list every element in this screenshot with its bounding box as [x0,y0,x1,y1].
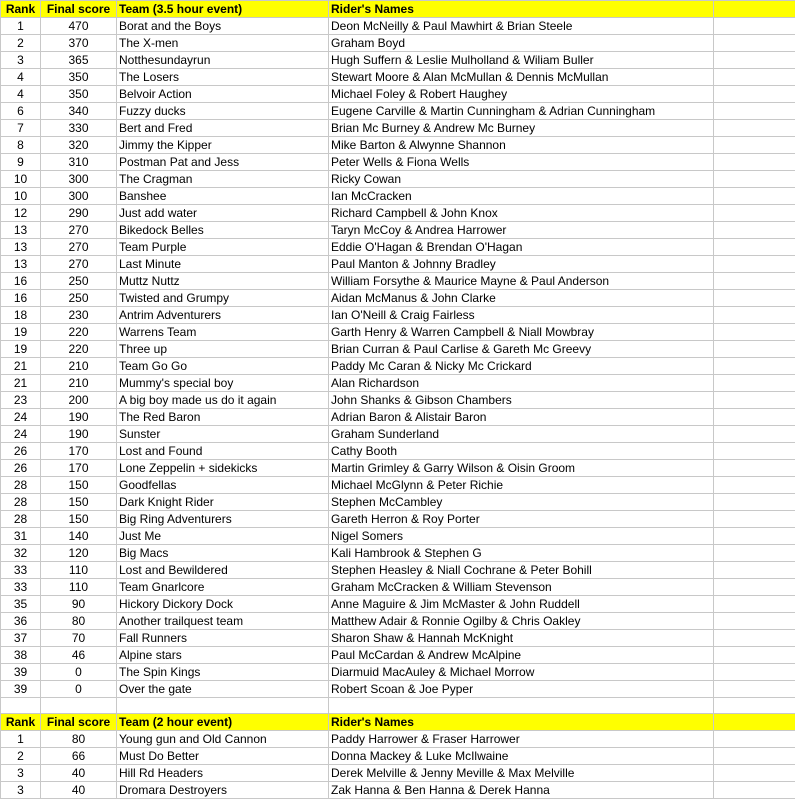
event1-table-row [1,205,795,222]
event1-table-row [1,647,795,664]
team-cell[interactable]: Hill Rd Headers [117,765,329,782]
empty-cell[interactable] [714,647,795,664]
riders-cell[interactable]: Matthew Adair & Ronnie Ogilby & Chris Oakley [329,613,714,630]
team-cell[interactable]: Team Go Go [117,358,329,375]
rank-cell[interactable]: 13 [1,222,41,239]
event1-table-row [1,69,795,86]
team-cell[interactable]: The X-men [117,35,329,52]
event1-table-row [1,511,795,528]
team-cell[interactable]: The Losers [117,69,329,86]
event1-table-row [1,613,795,630]
team-cell[interactable]: Team Purple [117,239,329,256]
score-cell[interactable]: 170 [41,460,117,477]
empty-cell[interactable] [714,52,795,69]
riders-cell[interactable]: Gareth Herron & Roy Porter [329,511,714,528]
team-cell[interactable]: The Spin Kings [117,664,329,681]
empty-cell[interactable] [714,18,795,35]
event1-table-row [1,579,795,596]
empty-cell[interactable] [714,443,795,460]
empty-cell[interactable] [41,698,117,714]
empty-cell[interactable] [714,273,795,290]
empty-cell[interactable] [714,731,795,748]
score-cell[interactable]: 365 [41,52,117,69]
score-cell[interactable]: 150 [41,477,117,494]
score-cell[interactable]: 0 [41,664,117,681]
score-cell[interactable]: 470 [41,18,117,35]
riders-cell[interactable]: Stephen Heasley & Niall Cochrane & Peter Bohill [329,562,714,579]
event1-table-row [1,52,795,69]
team-cell[interactable]: Mummy's special boy [117,375,329,392]
riders-cell[interactable]: Taryn McCoy & Andrea Harrower [329,222,714,239]
team-cell[interactable]: Team Gnarlcore [117,579,329,596]
event1-table-row [1,222,795,239]
rank-cell[interactable]: 3 [1,52,41,69]
riders-cell[interactable]: Hugh Suffern & Leslie Mulholland & Wiliam Buller [329,52,714,69]
event1-table-row [1,409,795,426]
rank-cell[interactable]: 26 [1,443,41,460]
riders-header[interactable]: Rider's Names [329,714,714,731]
team-header[interactable]: Team (3.5 hour event) [117,1,329,18]
score-cell[interactable]: 350 [41,86,117,103]
event1-table-row [1,137,795,154]
rank-cell[interactable]: 39 [1,664,41,681]
empty-cell[interactable] [714,86,795,103]
rank-cell[interactable]: 21 [1,358,41,375]
empty-cell[interactable] [714,782,795,799]
rank-cell[interactable]: 2 [1,35,41,52]
event1-header-row [1,1,795,18]
team-cell[interactable]: Muttz Nuttz [117,273,329,290]
riders-cell[interactable]: Sharon Shaw & Hannah McKnight [329,630,714,647]
team-cell[interactable]: A big boy made us do it again [117,392,329,409]
score-cell[interactable]: 150 [41,494,117,511]
riders-cell[interactable]: Martin Grimley & Garry Wilson & Oisin Groom [329,460,714,477]
riders-cell[interactable]: Derek Melville & Jenny Meville & Max Melville [329,765,714,782]
rank-cell[interactable]: 38 [1,647,41,664]
team-cell[interactable]: Belvoir Action [117,86,329,103]
riders-cell[interactable]: Aidan McManus & John Clarke [329,290,714,307]
rank-cell[interactable]: 9 [1,154,41,171]
rank-cell[interactable]: 39 [1,681,41,698]
empty-cell[interactable] [714,698,795,714]
empty-cell[interactable] [714,630,795,647]
riders-cell[interactable]: Paddy Harrower & Fraser Harrower [329,731,714,748]
score-cell[interactable]: 120 [41,545,117,562]
score-cell[interactable]: 300 [41,188,117,205]
rank-cell[interactable]: 1 [1,731,41,748]
rank-cell[interactable]: 10 [1,171,41,188]
riders-cell[interactable]: Kali Hambrook & Stephen G [329,545,714,562]
rank-cell[interactable]: 28 [1,477,41,494]
event1-table-row [1,494,795,511]
empty-cell[interactable] [714,477,795,494]
score-cell[interactable]: 220 [41,324,117,341]
score-cell[interactable]: 270 [41,222,117,239]
empty-cell[interactable] [714,528,795,545]
rank-cell[interactable]: 19 [1,324,41,341]
event2-table-row [1,765,795,782]
event1-table-row [1,443,795,460]
team-cell[interactable]: Goodfellas [117,477,329,494]
riders-cell[interactable]: Graham McCracken & William Stevenson [329,579,714,596]
empty-cell[interactable] [714,562,795,579]
score-cell[interactable]: 40 [41,765,117,782]
event1-table-row [1,239,795,256]
score-cell[interactable]: 40 [41,782,117,799]
score-header[interactable]: Final score [41,714,117,731]
score-cell[interactable]: 210 [41,358,117,375]
event2-table-row [1,731,795,748]
team-cell[interactable]: Banshee [117,188,329,205]
score-cell[interactable]: 110 [41,579,117,596]
event1-table-row [1,171,795,188]
event1-table-row [1,18,795,35]
score-cell[interactable]: 46 [41,647,117,664]
empty-cell[interactable] [714,137,795,154]
riders-cell[interactable]: Mike Barton & Alwynne Shannon [329,137,714,154]
rank-cell[interactable]: 2 [1,748,41,765]
event1-table-row [1,103,795,120]
event1-table-row [1,307,795,324]
team-cell[interactable]: Notthesundayrun [117,52,329,69]
empty-cell[interactable] [714,460,795,477]
team-cell[interactable]: Big Macs [117,545,329,562]
rank-cell[interactable]: 10 [1,188,41,205]
rank-header[interactable]: Rank [1,714,41,731]
empty-cell[interactable] [714,358,795,375]
team-cell[interactable]: Sunster [117,426,329,443]
empty-cell[interactable] [714,494,795,511]
riders-cell[interactable]: Eddie O'Hagan & Brendan O'Hagan [329,239,714,256]
empty-cell[interactable] [714,409,795,426]
riders-cell[interactable]: John Shanks & Gibson Chambers [329,392,714,409]
score-cell[interactable]: 150 [41,511,117,528]
score-header[interactable]: Final score [41,1,117,18]
empty-cell[interactable] [714,681,795,698]
score-cell[interactable]: 210 [41,375,117,392]
empty-cell[interactable] [714,205,795,222]
event1-table-row [1,120,795,137]
event1-table-row [1,154,795,171]
team-cell[interactable]: Alpine stars [117,647,329,664]
score-cell[interactable]: 370 [41,35,117,52]
riders-cell[interactable]: Stewart Moore & Alan McMullan & Dennis McMullan [329,69,714,86]
score-cell[interactable]: 170 [41,443,117,460]
riders-cell[interactable]: Diarmuid MacAuley & Michael Morrow [329,664,714,681]
rank-cell[interactable]: 36 [1,613,41,630]
team-cell[interactable]: Three up [117,341,329,358]
empty-cell[interactable] [117,698,329,714]
riders-cell[interactable]: Donna Mackey & Luke McIlwaine [329,748,714,765]
empty-cell[interactable] [714,324,795,341]
empty-cell[interactable] [714,69,795,86]
empty-cell[interactable] [1,698,41,714]
event1-table-row [1,256,795,273]
riders-cell[interactable]: Nigel Somers [329,528,714,545]
empty-cell[interactable] [714,765,795,782]
riders-cell[interactable]: Ian McCracken [329,188,714,205]
empty-cell[interactable] [714,714,795,731]
riders-cell[interactable]: Graham Sunderland [329,426,714,443]
riders-cell[interactable]: Graham Boyd [329,35,714,52]
team-cell[interactable]: Lost and Found [117,443,329,460]
score-cell[interactable]: 350 [41,69,117,86]
event1-table-row [1,545,795,562]
rank-cell[interactable]: 24 [1,426,41,443]
score-cell[interactable]: 320 [41,137,117,154]
riders-cell[interactable]: Alan Richardson [329,375,714,392]
score-cell[interactable]: 110 [41,562,117,579]
score-cell[interactable]: 0 [41,681,117,698]
riders-cell[interactable]: Paul Manton & Johnny Bradley [329,256,714,273]
team-cell[interactable]: The Red Baron [117,409,329,426]
riders-cell[interactable]: Robert Scoan & Joe Pyper [329,681,714,698]
score-cell[interactable]: 300 [41,171,117,188]
event1-table-row [1,664,795,681]
rank-cell[interactable]: 19 [1,341,41,358]
rank-cell[interactable]: 13 [1,256,41,273]
riders-cell[interactable]: Anne Maguire & Jim McMaster & John Ruddell [329,596,714,613]
empty-cell[interactable] [714,613,795,630]
rank-cell[interactable]: 26 [1,460,41,477]
rank-cell[interactable]: 18 [1,307,41,324]
score-cell[interactable]: 270 [41,239,117,256]
rank-cell[interactable]: 1 [1,18,41,35]
empty-cell[interactable] [714,222,795,239]
team-cell[interactable]: Postman Pat and Jess [117,154,329,171]
empty-cell[interactable] [714,375,795,392]
rank-cell[interactable]: 31 [1,528,41,545]
event1-table-row [1,426,795,443]
team-cell[interactable]: Young gun and Old Cannon [117,731,329,748]
event1-table-row [1,630,795,647]
rank-cell[interactable]: 3 [1,782,41,799]
empty-cell[interactable] [714,188,795,205]
team-cell[interactable]: Just Me [117,528,329,545]
score-cell[interactable]: 200 [41,392,117,409]
riders-cell[interactable]: Peter Wells & Fiona Wells [329,154,714,171]
riders-cell[interactable]: Michael McGlynn & Peter Richie [329,477,714,494]
score-cell[interactable]: 140 [41,528,117,545]
rank-cell[interactable]: 28 [1,511,41,528]
rank-cell[interactable]: 7 [1,120,41,137]
riders-cell[interactable]: Richard Campbell & John Knox [329,205,714,222]
riders-header[interactable]: Rider's Names [329,1,714,18]
empty-cell[interactable] [714,596,795,613]
event1-table-row [1,681,795,698]
results-table-body [1,1,795,799]
riders-cell[interactable]: Michael Foley & Robert Haughey [329,86,714,103]
team-cell[interactable]: Bikedock Belles [117,222,329,239]
riders-cell[interactable]: Eugene Carville & Martin Cunningham & Adrian Cunningham [329,103,714,120]
event2-header-row [1,714,795,731]
empty-cell[interactable] [714,290,795,307]
riders-cell[interactable]: Deon McNeilly & Paul Mawhirt & Brian Steele [329,18,714,35]
event1-table-row [1,35,795,52]
score-cell[interactable]: 80 [41,613,117,630]
score-cell[interactable]: 190 [41,426,117,443]
team-cell[interactable]: Just add water [117,205,329,222]
event1-table-row [1,86,795,103]
empty-cell[interactable] [714,154,795,171]
score-cell[interactable]: 66 [41,748,117,765]
score-cell[interactable]: 250 [41,290,117,307]
rank-cell[interactable]: 21 [1,375,41,392]
rank-cell[interactable]: 16 [1,290,41,307]
score-cell[interactable]: 80 [41,731,117,748]
team-cell[interactable]: Big Ring Adventurers [117,511,329,528]
empty-cell[interactable] [714,341,795,358]
event1-table-row [1,324,795,341]
empty-cell[interactable] [714,1,795,18]
empty-cell[interactable] [714,579,795,596]
riders-cell[interactable]: Paul McCardan & Andrew McAlpine [329,647,714,664]
score-cell[interactable]: 70 [41,630,117,647]
riders-cell[interactable]: William Forsythe & Maurice Mayne & Paul Anderson [329,273,714,290]
rank-cell[interactable]: 23 [1,392,41,409]
rank-cell[interactable]: 4 [1,69,41,86]
riders-cell[interactable]: Adrian Baron & Alistair Baron [329,409,714,426]
team-cell[interactable]: Fall Runners [117,630,329,647]
rank-cell[interactable]: 3 [1,765,41,782]
rank-cell[interactable]: 35 [1,596,41,613]
score-cell[interactable]: 90 [41,596,117,613]
rank-cell[interactable]: 13 [1,239,41,256]
event1-table-row [1,375,795,392]
rank-header[interactable]: Rank [1,1,41,18]
score-cell[interactable]: 290 [41,205,117,222]
event1-table-row [1,341,795,358]
team-header[interactable]: Team (2 hour event) [117,714,329,731]
riders-cell[interactable]: Brian Mc Burney & Andrew Mc Burney [329,120,714,137]
riders-cell[interactable]: Paddy Mc Caran & Nicky Mc Crickard [329,358,714,375]
empty-cell[interactable] [714,256,795,273]
team-cell[interactable]: Dark Knight Rider [117,494,329,511]
team-cell[interactable]: Fuzzy ducks [117,103,329,120]
rank-cell[interactable]: 16 [1,273,41,290]
event1-table-row [1,188,795,205]
empty-cell[interactable] [714,35,795,52]
rank-cell[interactable]: 33 [1,579,41,596]
team-cell[interactable]: Last Minute [117,256,329,273]
riders-cell[interactable]: Ian O'Neill & Craig Fairless [329,307,714,324]
rank-cell[interactable]: 4 [1,86,41,103]
event1-table-row [1,528,795,545]
team-cell[interactable]: Hickory Dickory Dock [117,596,329,613]
event1-table-row [1,477,795,494]
team-cell[interactable]: Warrens Team [117,324,329,341]
event2-table-row [1,748,795,765]
team-cell[interactable]: The Cragman [117,171,329,188]
empty-cell[interactable] [714,748,795,765]
event1-table-row [1,273,795,290]
blank-row [1,698,795,714]
empty-cell[interactable] [714,239,795,256]
empty-cell[interactable] [714,545,795,562]
event1-table-row [1,290,795,307]
rank-cell[interactable]: 28 [1,494,41,511]
score-cell[interactable]: 220 [41,341,117,358]
empty-cell[interactable] [714,511,795,528]
team-cell[interactable]: Over the gate [117,681,329,698]
rank-cell[interactable]: 8 [1,137,41,154]
rank-cell[interactable]: 37 [1,630,41,647]
event1-table-row [1,562,795,579]
empty-cell[interactable] [714,103,795,120]
riders-cell[interactable]: Zak Hanna & Ben Hanna & Derek Hanna [329,782,714,799]
event1-table-row [1,596,795,613]
rank-cell[interactable]: 24 [1,409,41,426]
score-cell[interactable]: 270 [41,256,117,273]
event2-table-row [1,782,795,799]
empty-cell[interactable] [714,392,795,409]
empty-cell[interactable] [714,307,795,324]
riders-cell[interactable]: Garth Henry & Warren Campbell & Niall Mowbray [329,324,714,341]
rank-cell[interactable]: 6 [1,103,41,120]
team-cell[interactable]: Jimmy the Kipper [117,137,329,154]
event1-table-row [1,460,795,477]
empty-cell[interactable] [714,171,795,188]
rank-cell[interactable]: 32 [1,545,41,562]
score-cell[interactable]: 330 [41,120,117,137]
score-cell[interactable]: 190 [41,409,117,426]
team-cell[interactable]: Lone Zeppelin + sidekicks [117,460,329,477]
team-cell[interactable]: Lost and Bewildered [117,562,329,579]
team-cell[interactable]: Antrim Adventurers [117,307,329,324]
riders-cell[interactable]: Cathy Booth [329,443,714,460]
event1-table-row [1,392,795,409]
team-cell[interactable]: Dromara Destroyers [117,782,329,799]
empty-cell[interactable] [714,120,795,137]
score-cell[interactable]: 340 [41,103,117,120]
empty-cell[interactable] [329,698,714,714]
team-cell[interactable]: Twisted and Grumpy [117,290,329,307]
rank-cell[interactable]: 12 [1,205,41,222]
score-cell[interactable]: 250 [41,273,117,290]
empty-cell[interactable] [714,426,795,443]
team-cell[interactable]: Borat and the Boys [117,18,329,35]
riders-cell[interactable]: Brian Curran & Paul Carlise & Gareth Mc Greevy [329,341,714,358]
team-cell[interactable]: Bert and Fred [117,120,329,137]
empty-cell[interactable] [714,664,795,681]
rank-cell[interactable]: 33 [1,562,41,579]
riders-cell[interactable]: Stephen McCambley [329,494,714,511]
team-cell[interactable]: Must Do Better [117,748,329,765]
riders-cell[interactable]: Ricky Cowan [329,171,714,188]
score-cell[interactable]: 230 [41,307,117,324]
score-cell[interactable]: 310 [41,154,117,171]
event1-table-row [1,358,795,375]
team-cell[interactable]: Another trailquest team [117,613,329,630]
